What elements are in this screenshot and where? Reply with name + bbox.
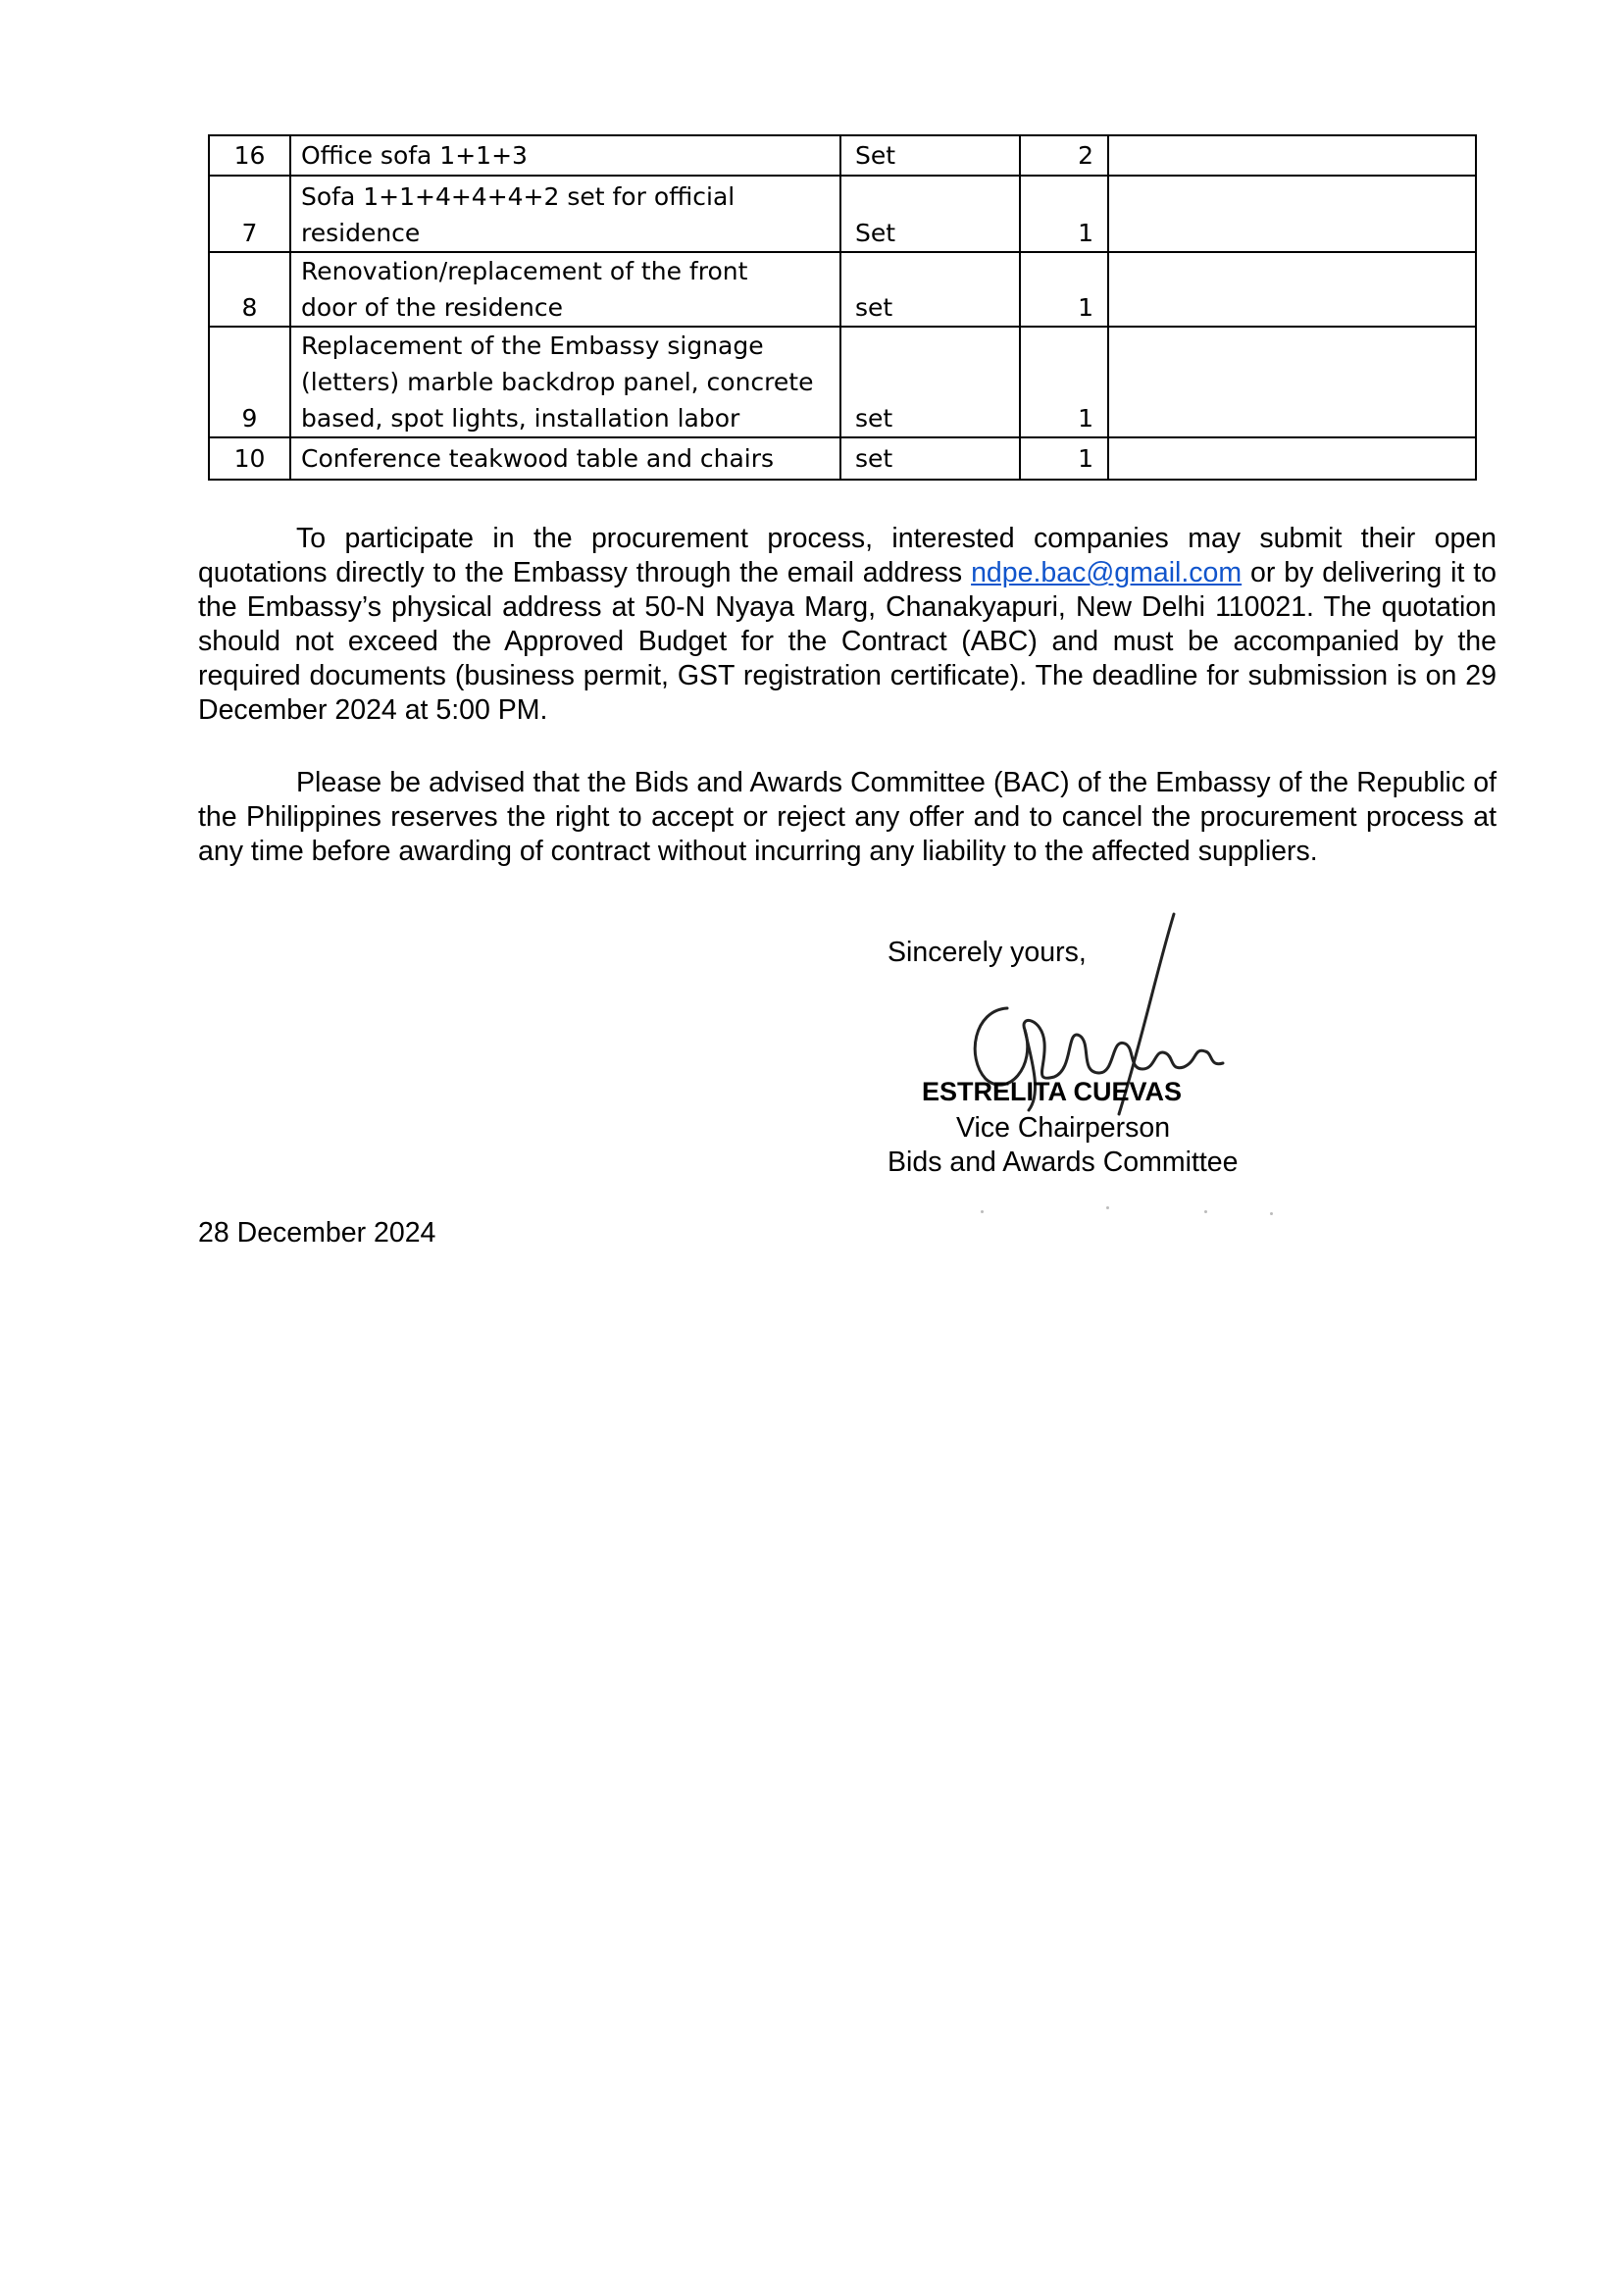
item-unit: set — [840, 252, 1020, 327]
item-description: Office sofa 1+1+3 — [290, 135, 840, 176]
item-unit: Set — [840, 176, 1020, 252]
item-quantity: 2 — [1020, 135, 1108, 176]
item-unit: set — [840, 437, 1020, 480]
scan-speck — [1106, 1206, 1109, 1209]
item-number: 8 — [209, 252, 290, 327]
closing-line: Sincerely yours, — [888, 937, 1087, 968]
item-description: Conference teakwood table and chairs — [290, 437, 840, 480]
table-row — [209, 252, 1476, 327]
item-unit: Set — [840, 135, 1020, 176]
signer-name: ESTRELITA CUEVAS — [922, 1077, 1183, 1106]
scan-speck — [1270, 1212, 1273, 1215]
table-row — [209, 176, 1476, 252]
table-row — [209, 135, 1476, 176]
item-unit: set — [840, 327, 1020, 437]
email-link[interactable]: ndpe.bac@gmail.com — [971, 557, 1243, 588]
scan-speck — [981, 1210, 984, 1213]
item-remarks — [1108, 437, 1476, 480]
item-quantity: 1 — [1020, 327, 1108, 437]
item-remarks — [1108, 176, 1476, 252]
table-row — [209, 327, 1476, 437]
item-quantity: 1 — [1020, 252, 1108, 327]
advisory-paragraph: Please be advised that the Bids and Awards Committee (BAC) of the Embassy of the Republic of the Philippines reserves the right to accept or reject any offer and to cancel the procurement process at any time before awarding of contract without incurring any liability to the affected suppliers. — [198, 767, 1497, 867]
item-remarks — [1108, 135, 1476, 176]
item-description: Replacement of the Embassy signage (letters) marble backdrop panel, concrete based, spot lights, installation labor — [290, 327, 840, 437]
signer-committee: Bids and Awards Committee — [888, 1147, 1239, 1178]
item-quantity: 1 — [1020, 437, 1108, 480]
items-table — [208, 134, 1477, 481]
item-remarks — [1108, 252, 1476, 327]
item-quantity: 1 — [1020, 176, 1108, 252]
item-number: 10 — [209, 437, 290, 480]
item-number: 7 — [209, 176, 290, 252]
table-row — [209, 437, 1476, 480]
item-description: Sofa 1+1+4+4+4+2 set for official residence — [290, 176, 840, 252]
item-number: 16 — [209, 135, 290, 176]
letter-date: 28 December 2024 — [198, 1217, 436, 1249]
scan-speck — [1204, 1210, 1207, 1213]
item-description: Renovation/replacement of the front door of the residence — [290, 252, 840, 327]
participation-paragraph: To participate in the procurement process, interested companies may submit their open quotations directly to the Embassy through the email address ndpe.bac@gmail.com or by delivering it to the Embassy’s physical address at 50-N Nyaya Marg, Chanakyapuri, New Delhi 110021. The quotation should not exceed the Approved Budget for the Contract (ABC) and must be accompanied by the required documents (business permit, GST registration certificate). The deadline for submission is on 29 December 2024 at 5:00 PM. — [198, 523, 1497, 726]
item-remarks — [1108, 327, 1476, 437]
item-number: 9 — [209, 327, 290, 437]
signer-position: Vice Chairperson — [956, 1112, 1171, 1144]
